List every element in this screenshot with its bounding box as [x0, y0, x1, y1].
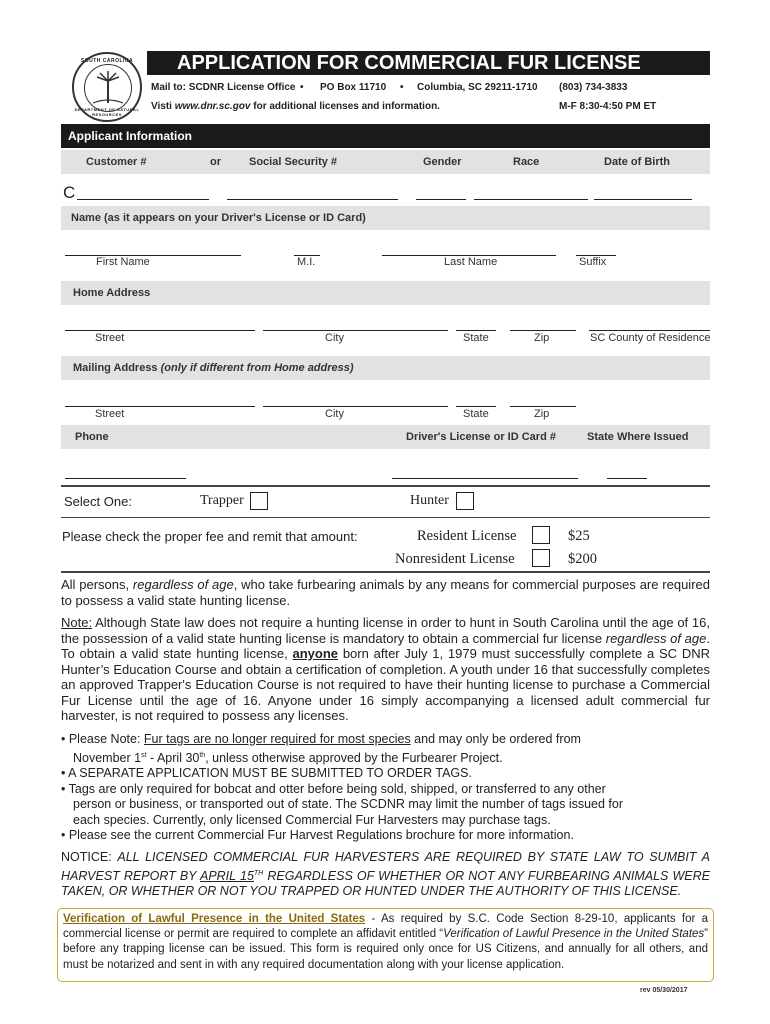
b1-c1: November 1	[73, 750, 142, 765]
b1-b: and may only be ordered from	[410, 732, 581, 746]
mail-zip-label: Zip	[534, 408, 550, 420]
nonresident-label: Nonresident License	[395, 551, 515, 567]
bullet-bobcat-otter-3: each species. Currently, only licensed Commercial Fur Harvesters may purchase tags.	[73, 812, 551, 827]
divider-bottom	[61, 571, 710, 573]
verification-italic: Verification of Lawful Presence in the United States	[443, 928, 705, 941]
b1-c3: , unless otherwise approved by the Furbearer Project.	[205, 750, 503, 765]
mailing-address-label	[73, 362, 354, 374]
fee-prompt: Please check the proper fee and remit that amount:	[62, 529, 358, 544]
name-bar	[61, 206, 710, 230]
state-issued-field[interactable]	[607, 478, 647, 479]
b1-a: • Please Note:	[61, 732, 144, 746]
dob-field[interactable]	[594, 199, 692, 200]
bullet-tags-dates	[61, 748, 710, 767]
visit-line	[151, 101, 440, 112]
notice-a: NOTICE:	[61, 850, 118, 864]
state-issued-label: State Where Issued	[587, 431, 689, 443]
seal-text-bottom: DEPARTMENT OF NATURAL RESOURCES	[74, 107, 140, 117]
race-field[interactable]	[474, 199, 588, 200]
mail-zip-field[interactable]	[510, 406, 576, 407]
palmetto-icon	[85, 65, 131, 111]
resident-fee: $25	[568, 528, 590, 544]
form-title: APPLICATION FOR COMMERCIAL FUR LICENSE	[147, 51, 710, 75]
office-phone: (803) 734-3833	[559, 82, 628, 93]
divider-top	[61, 485, 710, 487]
home-street-label: Street	[95, 332, 125, 344]
tag-bullets	[61, 732, 710, 844]
home-address-label: Home Address	[73, 287, 151, 299]
notice-date: APRIL 15	[199, 868, 254, 883]
mail-state-label: State	[463, 408, 489, 420]
note-a: Although State law does not require a hunting license in order to hunt in South Carolina until the age of 16, the possession of a valid state hunting license is mandatory to obtain a commercial fur license	[61, 615, 710, 646]
home-state-field[interactable]	[456, 330, 496, 331]
home-address-bar	[61, 281, 710, 305]
mailing-prefix: Mailing Address	[73, 362, 161, 374]
notice-th: TH	[253, 869, 264, 877]
last-name-label: Last Name	[444, 256, 498, 268]
ssn-field[interactable]	[227, 199, 398, 200]
visit-suffix: for additional licenses and information.	[250, 101, 440, 112]
or-label: or	[210, 156, 221, 168]
mailing-address-bar	[61, 356, 710, 380]
applicant-info-header: Applicant Information	[61, 124, 710, 148]
license-label: Driver's License or ID Card #	[406, 431, 556, 443]
phone-label: Phone	[75, 431, 109, 443]
home-zip-label: Zip	[534, 332, 550, 344]
trapper-checkbox[interactable]	[250, 492, 268, 510]
county-label: SC County of Residence	[590, 332, 711, 344]
mi-label: M.I.	[297, 256, 316, 268]
county-field[interactable]	[589, 330, 710, 331]
race-label: Race	[513, 156, 540, 168]
suffix-label: Suffix	[579, 256, 607, 268]
phone-field[interactable]	[65, 478, 186, 479]
home-state-label: State	[463, 332, 489, 344]
home-zip-field[interactable]	[510, 330, 576, 331]
seal-text-top: SOUTH CAROLINA	[80, 58, 134, 64]
mail-city-field[interactable]	[263, 406, 448, 407]
bullet-bobcat-otter: • Tags are only required for bobcat and otter before being sold, shipped, or transferred to any other	[61, 781, 606, 796]
row1-label-bar	[61, 150, 710, 174]
note-b: . To obtain a valid state hunting license,	[61, 630, 710, 661]
name-bar-label: Name (as it appears on your Driver's License or ID Card)	[71, 212, 366, 224]
license-number-field[interactable]	[392, 478, 578, 479]
mail-state-field[interactable]	[456, 406, 496, 407]
p1-italic: regardless of age	[132, 577, 234, 592]
verification-a: - As required by S.C. Code Section 8-29-10, applicants for a commercial license or permit are required to complete an affidavit entitled “	[63, 913, 708, 941]
first-name-field[interactable]	[65, 255, 241, 256]
mailing-note: (only if different from Home address)	[160, 362, 354, 374]
note-anyone: anyone	[292, 646, 339, 661]
notice-b: ALL LICENSED COMMERCIAL FUR HARVESTERS ARE REQUIRED BY STATE LAW TO SUMBIT A HARVEST REPORT BY	[61, 850, 711, 883]
first-name-label: First Name	[96, 256, 150, 268]
nonresident-fee: $200	[568, 551, 597, 567]
note-label: Note:	[61, 615, 93, 630]
mail-street-label: Street	[95, 408, 125, 420]
select-one-label: Select One:	[64, 494, 132, 509]
p1-a: All persons,	[61, 577, 133, 592]
trapper-label: Trapper	[200, 493, 244, 508]
b1-c2: - April 30	[146, 750, 200, 765]
dob-label: Date of Birth	[604, 156, 670, 168]
mail-to: Mail to: SCDNR License Office	[151, 82, 296, 93]
home-city-field[interactable]	[263, 330, 448, 331]
b1-u: Fur tags are no longer required for most species	[143, 732, 411, 746]
bullet-bobcat-otter-2: person or business, or transported out of state. The SCDNR may limit the number of tags issued for	[73, 797, 624, 812]
resident-label: Resident License	[417, 528, 517, 544]
seal-emblem	[84, 64, 132, 112]
visit-url[interactable]: www.dnr.sc.gov	[174, 101, 251, 112]
phone-bar	[61, 425, 710, 449]
gender-label: Gender	[423, 156, 462, 168]
home-street-field[interactable]	[65, 330, 255, 331]
nonresident-checkbox[interactable]	[532, 549, 550, 567]
note-italic: regardless of age	[605, 630, 707, 646]
hunting-license-requirement	[61, 577, 710, 608]
customer-prefix: C	[63, 183, 76, 202]
p1-b: , who take furbearing animals by any means for commercial purposes are required to possess a valid state hunting license.	[61, 577, 710, 608]
lawful-presence-box	[57, 908, 714, 982]
customer-label: Customer #	[86, 156, 147, 168]
gender-field[interactable]	[416, 199, 466, 200]
bullet-tags-note	[61, 732, 710, 748]
mail-city-label: City	[325, 408, 344, 420]
resident-checkbox[interactable]	[532, 526, 550, 544]
po-box: PO Box 11710	[320, 82, 387, 93]
bullet-separate-application: • A SEPARATE APPLICATION MUST BE SUBMITTED TO ORDER TAGS.	[61, 766, 472, 781]
note-c: born after July 1, 1979 must successfully complete a SC DNR Hunter’s Education Course and obtain a certification of completion. A youth under 16 that successfully completes an approved Trapper's Education Course is not required to have their hunting license to purchase a Commercial Fur License until the age of 16. Anyone under 16 simply accompanying a licensed adult commercial fur harvester, is not required to possess any licenses.	[61, 646, 711, 723]
bullet-2: •	[400, 82, 404, 93]
b1-th: th	[199, 751, 206, 759]
verification-b: ” before any trapping license can be issued. This form is required only once for US Citizens, and annually for all others, and must be notarized and sent in with any required documentation along with your license application.	[63, 928, 708, 971]
bullet-regulations: • Please see the current Commercial Fur Harvest Regulations brochure for more information.	[61, 828, 574, 843]
harvest-report-notice	[61, 850, 710, 900]
hunter-checkbox[interactable]	[456, 492, 474, 510]
notice-c: REGARDLESS OF WHETHER OR NOT ANY FURBEARING ANIMALS WERE TAKEN, OR WHETHER OR NOT YOU TRAPPED OR HUNTED UNDER THE AUTHORITY OF THIS LICENSE.	[61, 868, 710, 899]
verification-title[interactable]: Verification of Lawful Presence in the United States	[63, 913, 366, 925]
mail-street-field[interactable]	[65, 406, 255, 407]
city-state-zip: Columbia, SC 29211-1710	[417, 82, 538, 93]
office-hours: M-F 8:30-4:50 PM ET	[559, 101, 657, 112]
divider-mid	[61, 517, 710, 518]
b1-st: st	[141, 751, 147, 759]
scdnr-seal	[72, 52, 142, 122]
visit-prefix: Visti	[151, 101, 175, 112]
customer-number-field[interactable]	[77, 199, 209, 200]
home-city-label: City	[325, 332, 344, 344]
hunter-label: Hunter	[410, 493, 449, 508]
age-note	[61, 615, 710, 724]
revision-date: rev 05/30/2017	[640, 987, 688, 994]
ssn-label: Social Security #	[249, 156, 338, 168]
bullet-1: •	[300, 82, 304, 93]
